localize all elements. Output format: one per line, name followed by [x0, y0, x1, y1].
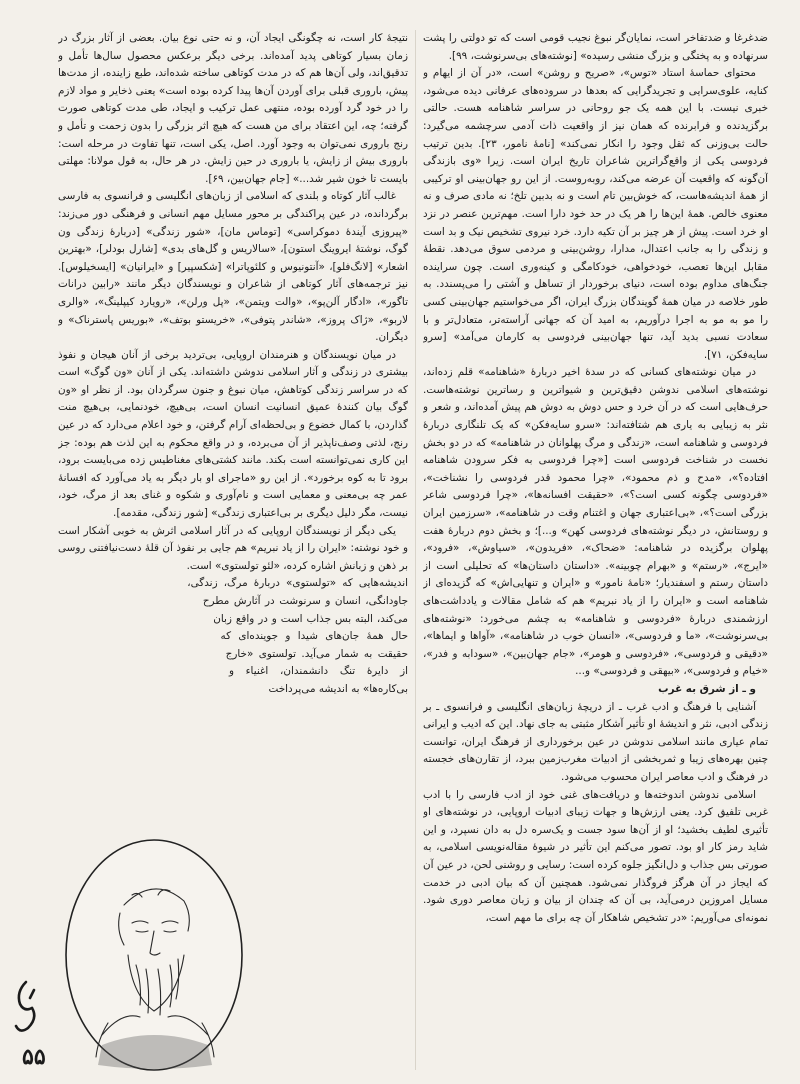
column-divider — [415, 30, 416, 1070]
paragraph: آشنایی با فرهنگ و ادب غرب ـ از دریچهٔ زبان‌های انگلیسی و فرانسوی ـ بر زندگی ادبی، نثر و اندیشهٔ او تأثیر آشکار مثبتی به جای نهاد. این که ادیب و ایرانی تمام عیاری مانند اسلامی ندوشن در عین برخورداری از فرهنگ ایران، توانست چنین بهره‌های زیبا و ثمربخشی از ادبیات مغرب‌زمین ببرد، از تقارن‌های خجسته در فرهنگ و ادب معاصر ایران محسوب می‌شود. — [423, 700, 768, 783]
tolstoy-portrait-illustration — [62, 835, 247, 1075]
paragraph: غالب آثار کوتاه و بلندی که اسلامی از زبان‌های انگلیسی و فرانسوی به فارسی برگردانده، در عین پراکندگی بر محور مسایل مهم انسانی و فرهنگی دور می‌زند: «پیروزی آیندهٔ دموکراسی» [توماس مان]، «شور زندگی» [دربارهٔ زندگی ون گوگ، نوشتهٔ ایروینگ استون]، «سالاریس و گل‌های بدی» [شارل بودلر]، «بهترین اشعار» [لانگ‌فلو]، «آنتونیوس و کلئوپاترا» [شکسپیر] و «ایرانیان» [ایسخیلوس]. نیز ترجمه‌های آثار کوتاهی از شاعران و نویسندگان دیگر مانند «رابین درانات تاگور»، «ادگار آلن‌پو»، «والت ویتمن»، «پل ورلن»، «رویارد کیپلینگ»، «والری لاربو»، «ژاک پروز»، «شاندر پتوفی»، «خریستو بوتف»، «بوریس پاسترناک» و دیگران. — [58, 190, 408, 344]
left-margin-strip — [0, 0, 48, 1084]
paragraph: یکی دیگر از نویسندگان اروپایی که در آثار اسلامی اثرش به خوبی آشکار است و خود نوشته: «ایران را از یاد نبریم» هم جایی بر نفوذ آن قلهٔ دست‌نیافتنی روسی بر ذهن و زبانش اشاره کرده، «لئو تولستوی» است. — [58, 524, 408, 572]
section-heading: و ـ از شرق به غرب — [658, 682, 756, 695]
portrait-text-wrap — [58, 579, 223, 844]
right-column — [423, 30, 768, 1080]
paragraph: اسلامی ندوشن اندوخته‌ها و دریافت‌های غنی خود از ادب فارسی را با ادب غربی تلفیق کرد. یعنی ارزش‌ها و جهات زیبای ادبیات اروپایی، در نوشته‌های او تأثیری لطیف بخشید؛ او از آن‌ها سود جست و یک‌سره دل به دان نسپرد، و این شاید رمز کار او بود. تصور می‌کنم این تأثیر در شیوهٔ مقاله‌نویسی اسلامی، به صورتی بس جذاب و دل‌انگیز جلوه کرده است: رسایی و روشنی لحن، در عین آن که ایجاز در آن هرگز فروگذار نمی‌شود. همچنین آن که بیان ادبی در خدمت مسایل امروزین درمی‌آید، بی آن که چندان از بیان و زبان معاصر دوری شود. نمونه‌ای می‌آوریم: «در تشخیص شاهکار آن چه برای ما مهم است، — [423, 788, 768, 924]
paragraph: محتوای حماسهٔ استاد «توس»، «صریح و روشن» است، «در آن از ایهام و کنایه، علوی‌سرایی و تجریدگرایی که بعدها در سروده‌های عرفانی دیده می‌شود، خبری نیست. با این همه یک جو روحانی در سراسر شاهنامه هست. حالتی برگزیدنده و فرابرنده که همان نیز از واقعیت ذات آدمی سرچشمه می‌گیرد: حالت بی‌وزنی که ثقل وجود را انکار نمی‌کند» [نامهٔ نامور، ۲۳]. بدین ترتیب فردوسی یکی از واقع‌گراترین شاعران تاریخ ایران است. زیرا «وی بازندگی آن‌گونه که واقعیت آن عرضه می‌کند، روبه‌روست. از این رو جهان‌بینی او ترکیبی از همهٔ اندیشه‌هاست، که خوش‌بین تام است و نه بدبین تلخ؛ نه مادی صرف و نه معنوی خالص. همهٔ این‌ها را هر یک در حد خود دارا است. مهم‌ترین عنصر در نزد او خرد است. پیش از هر چیز بر آن تکیه دارد. خرد نیروی تشخیص نیک و بد است و زندگی را به جانب اعتدال، مدارا، روشن‌بینی و مردمی سوق می‌دهد. نقطهٔ مقابل این‌ها تعصب، خودخواهی، خودکامگی و کینه‌وری است. چون سراینده جنگ‌های مداوم بوده است، دنیای برخوردار از تساهل و آشتی را می‌پسندد. به طور خلاصه در میان همهٔ گویندگان بزرگ ایران، اگر می‌خواستیم جهان‌بینی کسی را مو به مو به اجرا درآوریم، به امید آن که جهانی آراسته‌تر، متعادل‌تر و با سعادت نسبی بدید آید، تنها جهان‌بینی فردوسی به کارمان می‌آمد» [سرو سایه‌فکن، ۷۱]. — [423, 67, 768, 361]
paragraph: اندیشه‌هایی که «تولستوی» دربارهٔ مرگ، زندگی، جاودانگی، انسان و سرنوشت در آثارش مطرح می‌کند، البته بس جذاب است و در واقع زبان حال همهٔ جان‌های شیدا و جوینده‌ای که حقیقت به شمار می‌آید. تولستوی «خارج از دایرهٔ تنگ دانشمندان، اغنیاء و بی‌کاره‌ها» به اندیشه می‌پرداخت — [187, 577, 408, 695]
magazine-logo — [10, 978, 42, 1042]
page-number: ۵۵ — [22, 1044, 46, 1070]
paragraph: در میان نوشته‌های کسانی که در سدهٔ اخیر دربارهٔ «شاهنامه» قلم زده‌اند، نوشته‌های اسلامی ندوشن دقیق‌ترین و شیواترین و رساترین نوشته‌هاست. حرف‌هایی است که در آن خرد و حس دوش به دوش هم پیش آمده‌اند، و شعر و نثر به زیبایی به یاری هم شتافته‌اند: «سرو سایه‌فکن» که یک تلنگاری دربارهٔ فردوسی و شاهنامه است، «زندگی و مرگ پهلوانان در شاهنامه» که در دو بخش نخست در شناخت فردوسی است [«چرا فردوسی به فکر سرودن شاهنامه افتاده؟»، «مدح و ذم محمود»، «چرا محمود قدر فردوسی را نشناخت»، «فردوسی چگونه کسی است؟»، «حقیقت افسانه‌ها»، «چرا فردوسی شاعر بزرگی است؟»، «بی‌اعتباری جهان و اغتنام وقت در شاهنامه»، «سرزمین ایران و روستانش، در دیگر نوشته‌های فردوسی کهن» و...]؛ و بخش دوم دربارهٔ هفت پهلوان برگزیده در شاهنامه: «ضحاک»، «فریدون»، «سیاوش»، «فرود»، «ایرج»، «رستم» و «بهرام چوبینه». «داستان داستان‌ها» که تحلیلی است از داستان رستم و اسفندیار؛ «نامهٔ نامور» و «ایران و تنهایی‌اش» که گزیده‌ای از شاهنامه است و «ایران را از یاد نبریم» هم که شامل مقالات و یادداشت‌های ارزشمندی دربارهٔ «فردوسی و شاهنامه» به چشم می‌خورد: «نوشته‌های بی‌سرنوشت»، «ما و فردوسی»، «انسان خوب در شاهنامه»، «آواها و ایماها»، «دقیقی و فردوسی»، «فردوسی و هومر»، «جام جهان‌بین»، «سودابه و فدر»، «خیام و فردوسی»، «بیهقی و فردوسی» و... — [423, 366, 768, 678]
paragraph: نتیجهٔ کار است، نه چگونگی ایجاد آن، و نه حتی نوع بیان. بعضی از آثار بزرگ در زمان بسیار کوتاهی پدید آمده‌اند. برخی دیگر برعکس محصول سال‌ها تأمل و تدقیق‌اند، ولی آن‌ها هم که در مدت کوتاهی ساخته شده‌اند، طبع زاینده، از مدت‌ها پیش، باروری قبلی برای آوردن آن‌ها پیدا کرده بوده است» یعنی ذخایر و مواد لازم را در خود گرد آورده بوده، منتهی عمل ترکیب و ایجاد، طی مدت کوتاهی صورت گرفته؛ چه، این اعتقاد برای من هست که هیچ اثر بزرگی را بدون زحمت و تأمل و رنج باروری نمی‌توان به وجود آورد. اصل، یکی است، تنها تفاوت در مرحله است: باروری بیش از زایش، یا باروری در حین زایش. در هر حال، به قول مولانا: مهلتی بایست تا خون شیر شد...» [جام جهان‌بین، ۶۹]. — [58, 32, 408, 185]
paragraph: در میان نویسندگان و هنرمندان اروپایی، بی‌تردید برخی از آنان هیجان و نفوذ بیشتری در زندگی و آثار اسلامی ندوشن داشته‌اند. یکی از آنان «ون گوگ» است که در سراسر زندگی کوتاهش، میان نبوغ و جنون سرگردان بود. از نظر او «ون گوگ بیان کنندهٔ عمیق انسانیت انسان است، بی‌هیچ، خودنمایی، بی‌هیچ منت گذاردن، با کمال خضوع و بی‌لحظه‌ای آرام گرفتن، و خود اعلام می‌دارد که در عین رنج، لذتی وصف‌ناپذیر از آن می‌برده، و در واقع محکوم به این لذت هم بوده: جز این کاری نمی‌توانسته است بکند. مانند کشتی‌های مغناطیس زده می‌بایست برود، برود تا به کوه برخورد». از این رو «ماجرای او بار دیگر به یاد می‌آورد که افسانهٔ عمر چه بی‌معنی و معمایی است و نام‌آوری و شکوه و غنای بعد از مرگ، خود، نیست، مگر دلیل دیگری بر بی‌اعتباری زندگی» [شور زندگی، مقدمه]. — [58, 348, 408, 520]
paragraph: ضدغرغا و ضدتفاخر است، نمایان‌گر نبوغ نجیب قومی است که تو دولتی را پشت سرنهاده و به پختگی و بزرگ منشی رسیده» [نوشته‌های بی‌سرنوشت، ۹۹]. — [423, 32, 768, 62]
